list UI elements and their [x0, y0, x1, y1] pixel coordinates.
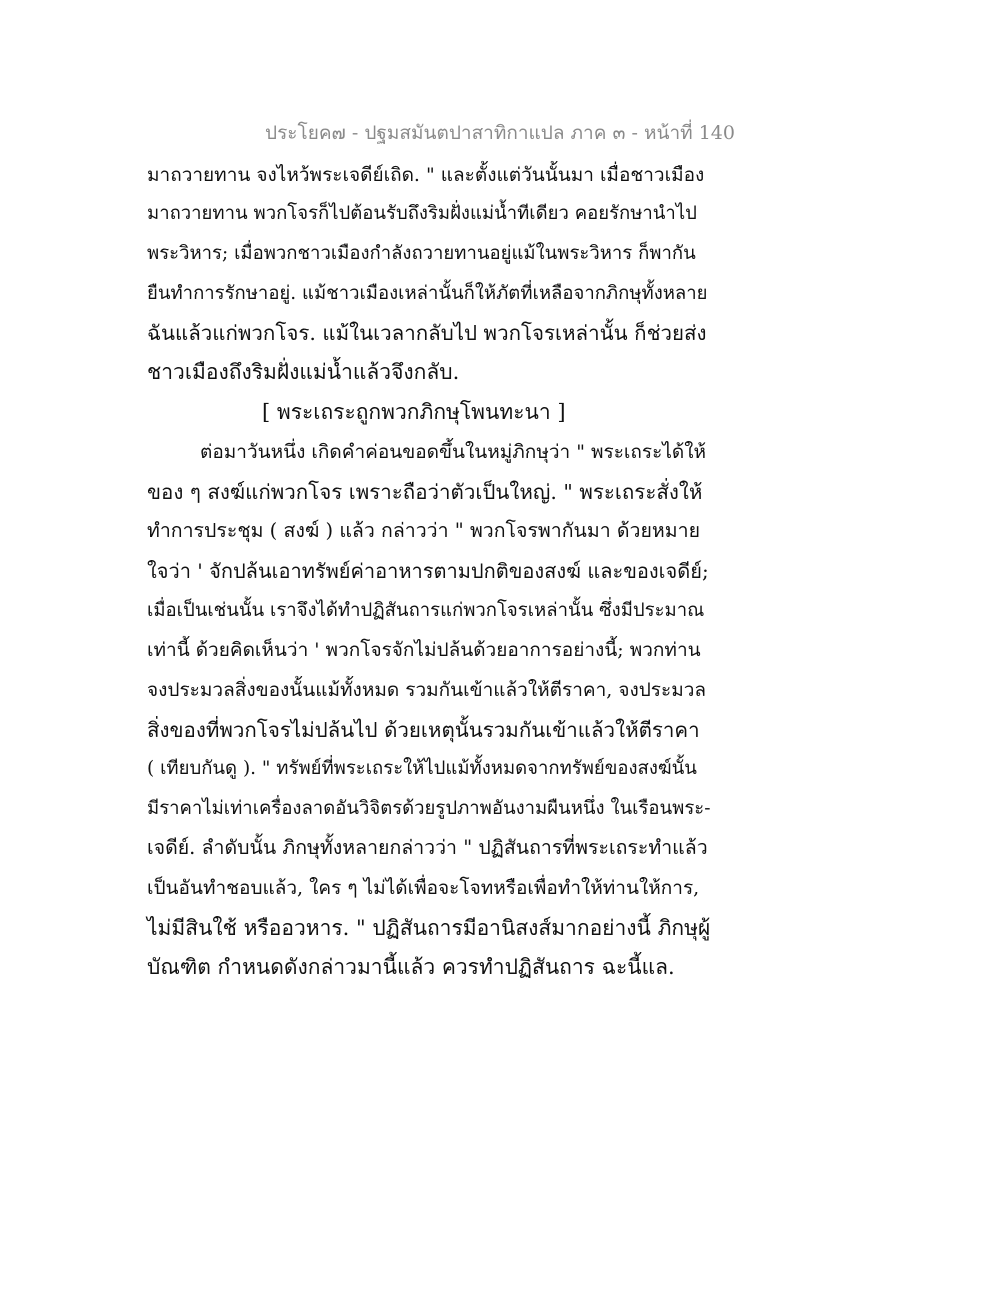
text-line: ของ ๆ สงฆ์แก่พวกโจร เพราะถือว่าตัวเป็นใหญ่. " พระเถระสั่งให้	[147, 480, 703, 504]
section-heading: [ พระเถระถูกพวกภิกษุโพนทะนา ]	[262, 400, 566, 424]
text-line: เป็นอันทำชอบแล้ว, ใคร ๆ ไม่ได้เพื่อจะโจทหรือเพื่อทำให้ท่านให้การ,	[147, 877, 700, 899]
text-line: ฉันแล้วแก่พวกโจร. แม้ในเวลากลับไป พวกโจรเหล่านั้น ก็ช่วยส่ง	[147, 321, 707, 345]
text-line: พระวิหาร; เมื่อพวกชาวเมืองกำลังถวายทานอยู่แม้ในพระวิหาร ก็พากัน	[147, 243, 696, 264]
text-line: เท่านี้ ด้วยคิดเห็นว่า ' พวกโจรจักไม่ปล้นด้วยอาการอย่างนี้; พวกท่าน	[147, 639, 701, 661]
text-line: เมื่อเป็นเช่นนั้น เราจึงได้ทำปฏิสันถารแก่พวกโจรเหล่านั้น ซึ่งมีประมาณ	[147, 600, 705, 621]
text-line: ทำการประชุม ( สงฆ์ ) แล้ว กล่าวว่า " พวกโจรพากันมา ด้วยหมาย	[147, 519, 700, 542]
text-line: มีราคาไม่เท่าเครื่องลาดอันวิจิตรด้วยรูปภาพอันงามผืนหนึ่ง ในเรือนพระ-	[147, 798, 711, 819]
text-line: มาถวายทาน พวกโจรก็ไปต้อนรับถึงริมฝั่งแม่น้ำทีเดียว คอยรักษานำไป	[147, 203, 697, 224]
text-line: ยืนทำการรักษาอยู่. แม้ชาวเมืองเหล่านั้นก็ให้ภัตที่เหลือจากภิกษุทั้งหลาย	[147, 283, 708, 304]
text-line: ( เทียบกันดู ). " ทรัพย์ที่พระเถระให้ไปแม้ทั้งหมดจากทรัพย์ของสงฆ์นั้น	[147, 758, 697, 779]
text-line: เจดีย์. ลำดับนั้น ภิกษุทั้งหลายกล่าวว่า " ปฏิสันถารที่พระเถระทำแล้ว	[147, 836, 708, 859]
text-line: ต่อมาวันหนึ่ง เกิดคำค่อนขอดขึ้นในหมู่ภิกษุว่า " พระเถระได้ให้	[200, 441, 707, 463]
text-line: บัณฑิต กำหนดดังกล่าวมานี้แล้ว ควรทำปฏิสันถาร ฉะนี้แล.	[147, 955, 675, 979]
text-line: มาถวายทาน จงไหว้พระเจดีย์เถิด. " และตั้งแต่วันนั้นมา เมื่อชาวเมือง	[147, 164, 705, 186]
running-header: ประโยค๗ - ปฐมสมันตปาสาทิกาแปล ภาค ๓ - หน้าที่ 140	[265, 122, 735, 144]
text-line: ใจว่า ' จักปล้นเอาทรัพย์ค่าอาหารตามปกติของสงฆ์ และของเจดีย์;	[147, 559, 709, 583]
text-line: จงประมวลสิ่งของนั้นแม้ทั้งหมด รวมกันเข้าแล้วให้ตีราคา, จงประมวล	[147, 679, 707, 701]
text-line: สิ่งของที่พวกโจรไม่ปล้นไป ด้วยเหตุนั้นรวมกันเข้าแล้วให้ตีราคา	[147, 718, 700, 742]
text-line: ชาวเมืองถึงริมฝั่งแม่น้ำแล้วจึงกลับ.	[147, 360, 460, 384]
text-line: ไม่มีสินใช้ หรืออวหาร. " ปฏิสันถารมีอานิสงส์มากอย่างนี้ ภิกษุผู้	[147, 916, 711, 940]
